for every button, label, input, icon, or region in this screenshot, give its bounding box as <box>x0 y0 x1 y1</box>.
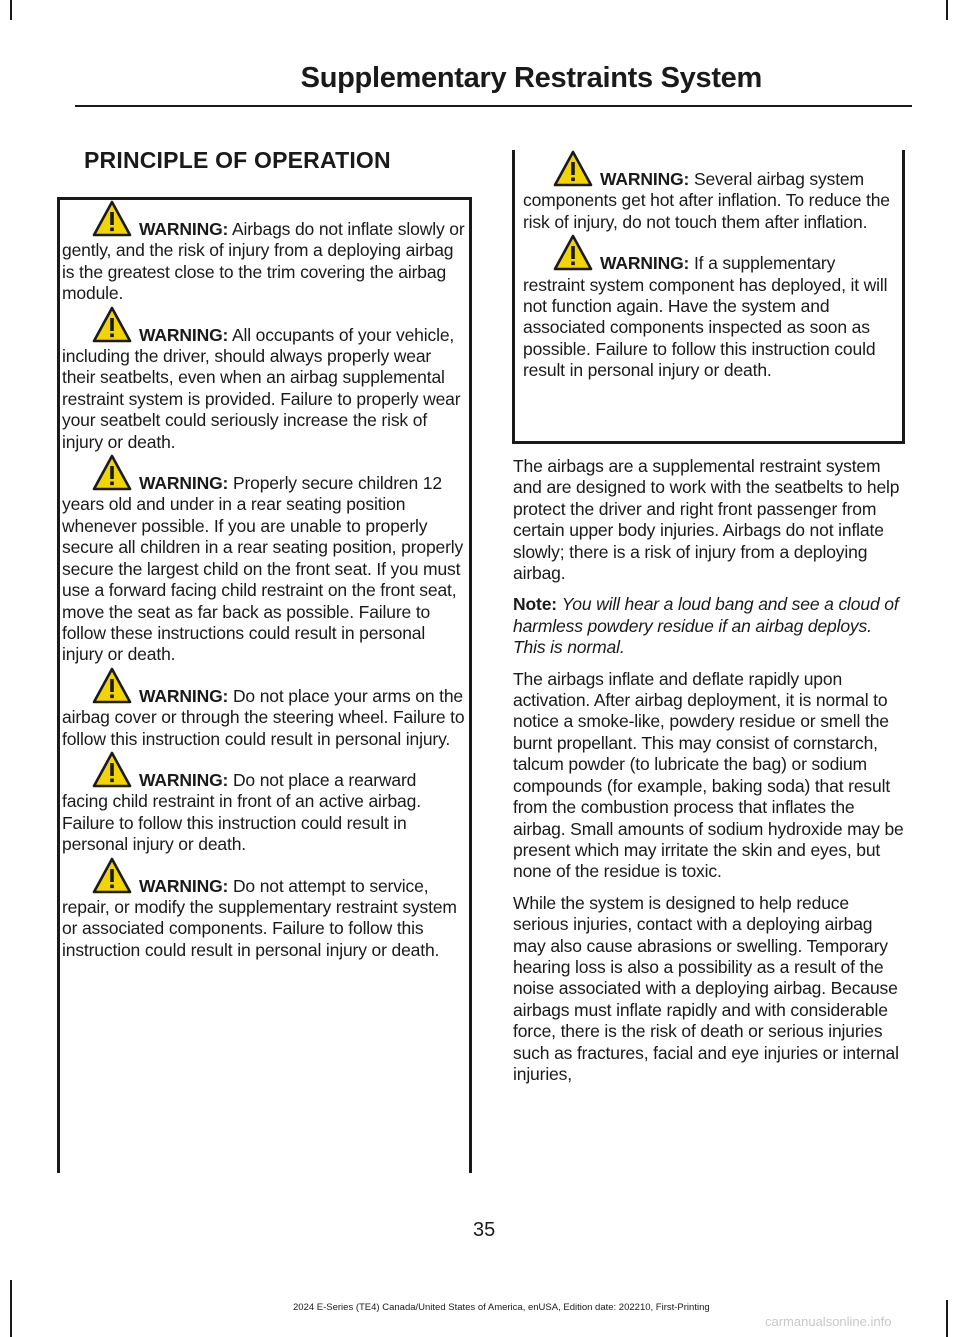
warning-label: WARNING: <box>139 324 229 345</box>
warning-text: Do not place a rearward facing child restraint in front of an active airbag. Failure to follow this instruction could result in personal injury or death. <box>62 769 421 855</box>
running-title: Supplementary Restraints System <box>300 62 762 94</box>
warning-label: WARNING: <box>600 169 690 189</box>
body-paragraph: The airbags are a supplemental restraint system and are designed to work with the seatbelts to help protect the driver and right front passenger from certain upper body injuries. Airbags do not inflate slowly; there is a risk of injury from a deploying airbag. <box>513 456 900 584</box>
warning-item <box>62 876 466 962</box>
crop-mark-top-right <box>946 0 948 20</box>
warning-head <box>62 770 228 791</box>
warning-label: WARNING: <box>139 219 229 239</box>
warning-item <box>523 169 898 233</box>
warning-text: Do not attempt to service, repair, or modify the supplementary restraint system or associated components. Failure to follow this instruction could result in personal injury or death. <box>62 875 457 960</box>
body-paragraph: While the system is designed to help reduce serious injuries, contact with a deploying airbag may also cause abrasions or swelling. Temporary hearing loss is also a possibility as a result of the noise associated with a deploying airbag. Because airbags must inflate rapidly and with considerable force, there is the risk of death or serious injuries such as fractures, facial and eye injuries or internal injuries, <box>513 892 899 1084</box>
warning-item <box>523 253 898 381</box>
warning-item <box>62 473 466 666</box>
warning-label: WARNING: <box>139 875 229 896</box>
warning-triangle-icon <box>553 150 593 187</box>
edition-line: 2024 E-Series (TE4) Canada/United States of America, enUSA, Edition date: 202210, First-Printing <box>293 1302 710 1313</box>
warning-text: Airbags do not inflate slowly or gently, and the risk of injury from a deploying airbag is the greatest close to the trim covering the airbag module. <box>62 219 465 304</box>
warning-list-left <box>62 219 466 961</box>
crop-mark-bottom-left <box>10 1280 12 1337</box>
warning-text: Properly secure children 12 years old and under in a rear seating position whenever possible. If you are unable to properly secure all children in a rear seating position, properly secure the largest child on the front seat. If you must use a forward facing child restraint on the front seat, move the seat as far back as possible. Failure to follow these instructions could result in personal injury or death. <box>62 473 464 665</box>
warning-head <box>62 219 228 240</box>
warning-text: If a supplementary restraint system component has deployed, it will not function again. Have the system and associated components inspected as soon as possible. Failure to follow this instruction could result in personal injury or death. <box>523 253 888 381</box>
warning-triangle-icon <box>92 857 132 894</box>
warning-triangle-icon <box>92 667 132 704</box>
note-paragraph <box>513 594 908 658</box>
header-rule <box>75 105 912 107</box>
page-number: 35 <box>473 1219 496 1241</box>
warning-triangle-icon <box>92 306 132 343</box>
watermark: carmanualsonline.info <box>765 1314 892 1329</box>
warning-label: WARNING: <box>139 685 229 706</box>
warning-head <box>62 473 228 494</box>
warning-text: All occupants of your vehicle, including the driver, should always properly wear their seatbelts, even when an airbag supplemental restraint system is provided. Failure to properly wear your seatbelt could seriously increase the risk of injury or death. <box>62 324 461 452</box>
section-title: PRINCIPLE OF OPERATION <box>84 147 391 173</box>
body-column <box>513 456 908 1095</box>
warning-head <box>62 686 228 707</box>
warning-item <box>62 770 466 856</box>
warning-triangle-icon <box>92 454 132 491</box>
warning-head <box>523 253 689 274</box>
note-label: Note: <box>513 594 557 615</box>
warning-label: WARNING: <box>600 253 690 274</box>
body-paragraph: The airbags inflate and deflate rapidly upon activation. After airbag deployment, it is normal to notice a smoke-like, powdery residue or smell the burnt propellant. This may consist of cornstarch, talcum powder (to lubricate the bag) or sodium compounds (for example, baking soda) that result from the combustion process that inflates the airbag. Small amounts of sodium hydroxide may be present which may irritate the skin and eyes, but none of the residue is toxic. <box>513 668 904 882</box>
warning-triangle-icon <box>92 751 132 788</box>
warning-text: Do not place your arms on the airbag cover or through the steering wheel. Failure to follow this instruction could result in personal injury. <box>62 685 465 749</box>
crop-mark-top-left <box>10 0 12 20</box>
warning-item <box>62 219 466 305</box>
crop-mark-bottom-right <box>946 1300 948 1337</box>
note-text: You will hear a loud bang and see a cloud of harmless powdery residue if an airbag deploys. This is normal. <box>513 594 899 658</box>
warning-text: Several airbag system components get hot after inflation. To reduce the risk of injury, do not touch them after inflation. <box>523 169 890 232</box>
warning-item <box>62 325 466 453</box>
warning-label: WARNING: <box>139 473 229 494</box>
warning-item <box>62 686 466 750</box>
warning-head <box>62 325 228 346</box>
warning-triangle-icon <box>92 200 132 237</box>
warning-list-right <box>523 169 898 382</box>
warning-head <box>62 876 228 897</box>
warning-head <box>523 169 689 190</box>
warning-label: WARNING: <box>139 769 229 790</box>
warning-triangle-icon <box>553 234 593 271</box>
